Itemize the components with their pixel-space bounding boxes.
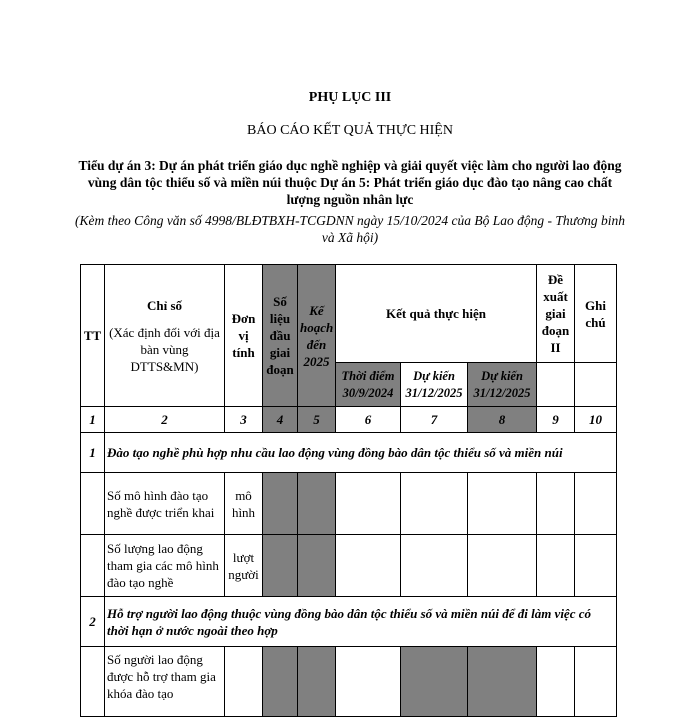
section-row [81,597,617,647]
table-row [81,473,617,535]
indicator-cell: Số người lao động được hỗ trợ tham gia khóa đào tạo [105,647,225,717]
header-plan: Kế hoạch đến 2025 [298,265,336,407]
col-num-5: 5 [298,407,336,433]
col-num-4: 4 [263,407,298,433]
attachment-note: (Kèm theo Công văn số 4998/BLĐTBXH-TCGDNN ngày 15/10/2024 của Bộ Lao động - Thương binh và Xã hội) [74,213,626,245]
section-title: Hỗ trợ người lao động thuộc vùng đồng bào dân tộc thiểu số và miền núi để đi làm việc có thời hạn ở nước ngoài theo hợp [105,597,617,647]
header-initial-data: Số liệu đầu giai đoạn [263,265,298,407]
col-num-10: 10 [575,407,617,433]
table-row [81,535,617,597]
header-notes: Ghi chú [575,265,617,363]
report-title: BÁO CÁO KẾT QUẢ THỰC HIỆN [247,123,453,138]
column-number-row [81,407,617,433]
col-num-7: 7 [401,407,468,433]
section-title: Đào tạo nghề phù hợp nhu cầu lao động vùng đồng bào dân tộc thiểu số và miền núi [105,433,617,473]
header-proposal-sub [537,363,575,407]
header-indicator-label: Chỉ số [146,297,183,313]
col-num-6: 6 [336,407,401,433]
header-results: Kết quả thực hiện [336,265,537,363]
col-num-2: 2 [105,407,225,433]
section-number: 1 [81,433,105,473]
header-expected-2: Dự kiến 31/12/2025 [468,363,537,407]
col-num-3: 3 [225,407,263,433]
indicator-cell: Số mô hình đào tạo nghề được triển khai [105,473,225,535]
col-num-9: 9 [537,407,575,433]
indicator-cell: Số lượng lao động tham gia các mô hình đào tạo nghề [105,535,225,597]
subtitle: Tiểu dự án 3: Dự án phát triển giáo dục nghề nghiệp và giải quyết việc làm cho người lao động vùng dân tộc thiểu số và miền núi thuộc Dự án 5: Phát triển giáo dục đào tạo nâng cao chất lượng nguồn nhân lực [78,158,622,207]
header-indicator-note: (Xác định đối với địa bàn vùng DTTS&MN) [109,324,220,374]
section-row [81,433,617,473]
header-row-1 [81,265,617,363]
header-tt: TT [81,265,105,407]
appendix-title: PHỤ LỤC III [308,90,392,105]
col-num-1: 1 [81,407,105,433]
section-number: 2 [81,597,105,647]
header-unit: Đơn vị tính [225,265,263,407]
unit-cell: lượt người [225,535,263,597]
header-proposal: Đề xuất giai đoạn II [537,265,575,363]
unit-cell [225,647,263,717]
table-row [81,647,617,717]
header-as-of: Thời điểm 30/9/2024 [336,363,401,407]
report-table [80,264,617,717]
header-notes-sub [575,363,617,407]
unit-cell: mô hình [225,473,263,535]
header-indicator [105,265,225,407]
col-num-8: 8 [468,407,537,433]
header-expected-1: Dự kiến 31/12/2025 [401,363,468,407]
